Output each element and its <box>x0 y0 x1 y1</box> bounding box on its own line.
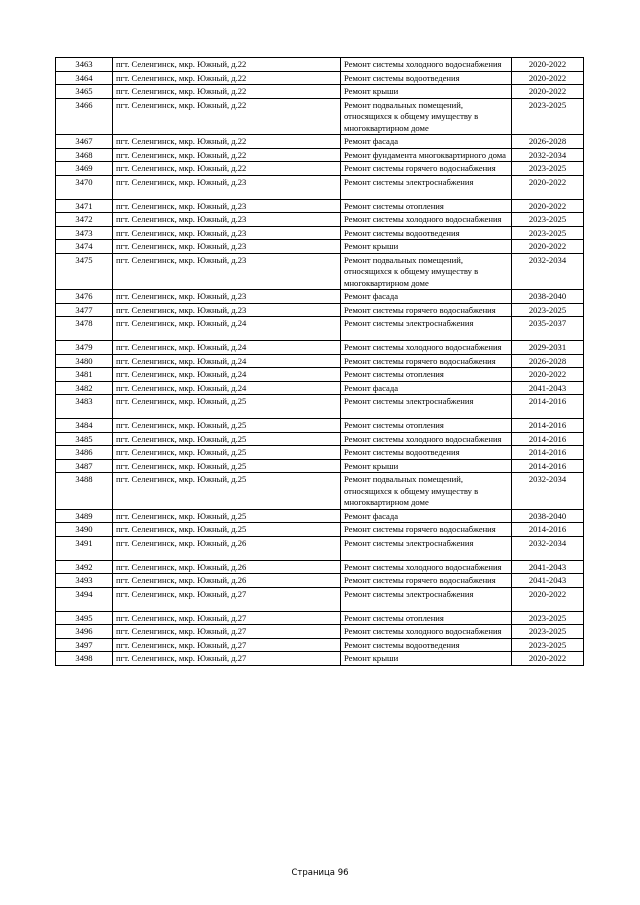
table-row <box>56 560 584 574</box>
address-cell: пгт. Селенгинск, мкр. Южный, д.23 <box>113 240 341 254</box>
address-cell: пгт. Селенгинск, мкр. Южный, д.25 <box>113 523 341 537</box>
row-number-cell: 3494 <box>56 587 113 611</box>
address-cell: пгт. Селенгинск, мкр. Южный, д.23 <box>113 175 341 199</box>
address-cell: пгт. Селенгинск, мкр. Южный, д.26 <box>113 560 341 574</box>
work-type-cell: Ремонт системы горячего водоснабжения <box>341 354 512 368</box>
period-cell: 2041-2043 <box>512 560 584 574</box>
period-cell: 2014-2016 <box>512 459 584 473</box>
address-cell: пгт. Селенгинск, мкр. Южный, д.24 <box>113 317 341 341</box>
period-cell: 2023-2025 <box>512 226 584 240</box>
address-cell: пгт. Селенгинск, мкр. Южный, д.27 <box>113 587 341 611</box>
period-cell: 2023-2025 <box>512 303 584 317</box>
work-type-cell: Ремонт системы электроснабжения <box>341 175 512 199</box>
period-cell: 2014-2016 <box>512 419 584 433</box>
address-cell: пгт. Селенгинск, мкр. Южный, д.22 <box>113 148 341 162</box>
address-cell: пгт. Селенгинск, мкр. Южный, д.26 <box>113 574 341 588</box>
table-row <box>56 303 584 317</box>
address-cell: пгт. Селенгинск, мкр. Южный, д.25 <box>113 473 341 510</box>
row-number-cell: 3478 <box>56 317 113 341</box>
address-cell: пгт. Селенгинск, мкр. Южный, д.24 <box>113 354 341 368</box>
row-number-cell: 3495 <box>56 611 113 625</box>
work-type-cell: Ремонт системы холодного водоснабжения <box>341 625 512 639</box>
address-cell: пгт. Селенгинск, мкр. Южный, д.27 <box>113 625 341 639</box>
row-number-cell: 3493 <box>56 574 113 588</box>
period-cell: 2023-2025 <box>512 638 584 652</box>
work-type-cell: Ремонт системы электроснабжения <box>341 395 512 419</box>
address-cell: пгт. Селенгинск, мкр. Южный, д.25 <box>113 432 341 446</box>
period-cell: 2020-2022 <box>512 652 584 666</box>
table-row <box>56 213 584 227</box>
period-cell: 2020-2022 <box>512 58 584 72</box>
row-number-cell: 3486 <box>56 446 113 460</box>
address-cell: пгт. Селенгинск, мкр. Южный, д.22 <box>113 58 341 72</box>
row-number-cell: 3482 <box>56 381 113 395</box>
work-type-cell: Ремонт системы холодного водоснабжения <box>341 58 512 72</box>
period-cell: 2041-2043 <box>512 574 584 588</box>
row-number-cell: 3476 <box>56 290 113 304</box>
table-row <box>56 587 584 611</box>
period-cell: 2020-2022 <box>512 71 584 85</box>
period-cell: 2029-2031 <box>512 341 584 355</box>
table-row <box>56 611 584 625</box>
table-row <box>56 419 584 433</box>
work-type-cell: Ремонт крыши <box>341 240 512 254</box>
table-row <box>56 536 584 560</box>
row-number-cell: 3465 <box>56 85 113 99</box>
work-type-cell: Ремонт системы отопления <box>341 611 512 625</box>
period-cell: 2020-2022 <box>512 240 584 254</box>
row-number-cell: 3490 <box>56 523 113 537</box>
work-type-cell: Ремонт фасада <box>341 290 512 304</box>
table-row <box>56 135 584 149</box>
table-row <box>56 432 584 446</box>
row-number-cell: 3466 <box>56 98 113 135</box>
work-type-cell: Ремонт системы холодного водоснабжения <box>341 560 512 574</box>
work-type-cell: Ремонт фасада <box>341 135 512 149</box>
table-row <box>56 98 584 135</box>
period-cell: 2026-2028 <box>512 354 584 368</box>
work-type-cell: Ремонт системы холодного водоснабжения <box>341 432 512 446</box>
row-number-cell: 3483 <box>56 395 113 419</box>
address-cell: пгт. Селенгинск, мкр. Южный, д.27 <box>113 652 341 666</box>
row-number-cell: 3484 <box>56 419 113 433</box>
work-type-cell: Ремонт системы горячего водоснабжения <box>341 574 512 588</box>
address-cell: пгт. Селенгинск, мкр. Южный, д.23 <box>113 290 341 304</box>
period-cell: 2038-2040 <box>512 290 584 304</box>
address-cell: пгт. Селенгинск, мкр. Южный, д.25 <box>113 419 341 433</box>
table-row <box>56 625 584 639</box>
row-number-cell: 3480 <box>56 354 113 368</box>
period-cell: 2023-2025 <box>512 625 584 639</box>
page-number: Страница 96 <box>291 868 349 878</box>
work-type-cell: Ремонт фасада <box>341 381 512 395</box>
table-row <box>56 290 584 304</box>
address-cell: пгт. Селенгинск, мкр. Южный, д.27 <box>113 638 341 652</box>
period-cell: 2023-2025 <box>512 162 584 176</box>
address-cell: пгт. Селенгинск, мкр. Южный, д.22 <box>113 162 341 176</box>
row-number-cell: 3464 <box>56 71 113 85</box>
period-cell: 2023-2025 <box>512 611 584 625</box>
table-row <box>56 381 584 395</box>
period-cell: 2023-2025 <box>512 98 584 135</box>
row-number-cell: 3463 <box>56 58 113 72</box>
address-cell: пгт. Селенгинск, мкр. Южный, д.23 <box>113 226 341 240</box>
table-row <box>56 509 584 523</box>
table-row <box>56 240 584 254</box>
work-type-cell: Ремонт системы водоотведения <box>341 446 512 460</box>
row-number-cell: 3489 <box>56 509 113 523</box>
table-row <box>56 368 584 382</box>
row-number-cell: 3474 <box>56 240 113 254</box>
address-cell: пгт. Селенгинск, мкр. Южный, д.25 <box>113 459 341 473</box>
address-cell: пгт. Селенгинск, мкр. Южный, д.23 <box>113 199 341 213</box>
work-type-cell: Ремонт системы электроснабжения <box>341 536 512 560</box>
work-type-cell: Ремонт крыши <box>341 459 512 473</box>
table-row <box>56 58 584 72</box>
row-number-cell: 3477 <box>56 303 113 317</box>
work-type-cell: Ремонт системы электроснабжения <box>341 317 512 341</box>
row-number-cell: 3472 <box>56 213 113 227</box>
period-cell: 2023-2025 <box>512 213 584 227</box>
table-row <box>56 638 584 652</box>
row-number-cell: 3471 <box>56 199 113 213</box>
address-cell: пгт. Селенгинск, мкр. Южный, д.22 <box>113 135 341 149</box>
period-cell: 2014-2016 <box>512 395 584 419</box>
page-footer <box>0 868 640 878</box>
table-row <box>56 71 584 85</box>
work-type-cell: Ремонт подвальных помещений, относящихся к общему имуществу в многоквартирном доме <box>341 253 512 290</box>
period-cell: 2020-2022 <box>512 199 584 213</box>
row-number-cell: 3475 <box>56 253 113 290</box>
work-type-cell: Ремонт системы водоотведения <box>341 71 512 85</box>
table-row <box>56 175 584 199</box>
row-number-cell: 3487 <box>56 459 113 473</box>
work-type-cell: Ремонт системы отопления <box>341 368 512 382</box>
address-cell: пгт. Селенгинск, мкр. Южный, д.23 <box>113 213 341 227</box>
address-cell: пгт. Селенгинск, мкр. Южный, д.22 <box>113 71 341 85</box>
row-number-cell: 3497 <box>56 638 113 652</box>
table-row <box>56 652 584 666</box>
table-row <box>56 459 584 473</box>
address-cell: пгт. Селенгинск, мкр. Южный, д.24 <box>113 341 341 355</box>
row-number-cell: 3492 <box>56 560 113 574</box>
table-row <box>56 226 584 240</box>
address-cell: пгт. Селенгинск, мкр. Южный, д.26 <box>113 536 341 560</box>
period-cell: 2020-2022 <box>512 85 584 99</box>
repair-schedule-table <box>55 57 584 666</box>
row-number-cell: 3491 <box>56 536 113 560</box>
table-row <box>56 473 584 510</box>
work-type-cell: Ремонт системы горячего водоснабжения <box>341 523 512 537</box>
work-type-cell: Ремонт системы горячего водоснабжения <box>341 162 512 176</box>
row-number-cell: 3467 <box>56 135 113 149</box>
row-number-cell: 3496 <box>56 625 113 639</box>
table-row <box>56 317 584 341</box>
address-cell: пгт. Селенгинск, мкр. Южный, д.25 <box>113 395 341 419</box>
period-cell: 2035-2037 <box>512 317 584 341</box>
work-type-cell: Ремонт системы холодного водоснабжения <box>341 213 512 227</box>
period-cell: 2020-2022 <box>512 368 584 382</box>
work-type-cell: Ремонт подвальных помещений, относящихся к общему имуществу в многоквартирном доме <box>341 98 512 135</box>
work-type-cell: Ремонт крыши <box>341 85 512 99</box>
table-row <box>56 253 584 290</box>
table-row <box>56 446 584 460</box>
period-cell: 2032-2034 <box>512 536 584 560</box>
work-type-cell: Ремонт системы отопления <box>341 199 512 213</box>
table-row <box>56 354 584 368</box>
address-cell: пгт. Селенгинск, мкр. Южный, д.22 <box>113 85 341 99</box>
table-row <box>56 574 584 588</box>
table-row <box>56 162 584 176</box>
period-cell: 2032-2034 <box>512 148 584 162</box>
row-number-cell: 3473 <box>56 226 113 240</box>
row-number-cell: 3485 <box>56 432 113 446</box>
table-row <box>56 148 584 162</box>
address-cell: пгт. Селенгинск, мкр. Южный, д.25 <box>113 446 341 460</box>
row-number-cell: 3498 <box>56 652 113 666</box>
work-type-cell: Ремонт фундамента многоквартирного дома <box>341 148 512 162</box>
period-cell: 2020-2022 <box>512 175 584 199</box>
period-cell: 2014-2016 <box>512 523 584 537</box>
work-type-cell: Ремонт системы водоотведения <box>341 638 512 652</box>
period-cell: 2041-2043 <box>512 381 584 395</box>
work-type-cell: Ремонт системы отопления <box>341 419 512 433</box>
address-cell: пгт. Селенгинск, мкр. Южный, д.22 <box>113 98 341 135</box>
table-row <box>56 341 584 355</box>
table-body <box>56 58 584 666</box>
table-row <box>56 523 584 537</box>
period-cell: 2014-2016 <box>512 432 584 446</box>
period-cell: 2026-2028 <box>512 135 584 149</box>
table-row <box>56 395 584 419</box>
address-cell: пгт. Селенгинск, мкр. Южный, д.24 <box>113 381 341 395</box>
period-cell: 2020-2022 <box>512 587 584 611</box>
row-number-cell: 3488 <box>56 473 113 510</box>
address-cell: пгт. Селенгинск, мкр. Южный, д.23 <box>113 253 341 290</box>
work-type-cell: Ремонт системы холодного водоснабжения <box>341 341 512 355</box>
table-row <box>56 85 584 99</box>
work-type-cell: Ремонт системы горячего водоснабжения <box>341 303 512 317</box>
work-type-cell: Ремонт фасада <box>341 509 512 523</box>
work-type-cell: Ремонт системы водоотведения <box>341 226 512 240</box>
address-cell: пгт. Селенгинск, мкр. Южный, д.25 <box>113 509 341 523</box>
row-number-cell: 3481 <box>56 368 113 382</box>
table-row <box>56 199 584 213</box>
row-number-cell: 3468 <box>56 148 113 162</box>
period-cell: 2014-2016 <box>512 446 584 460</box>
row-number-cell: 3469 <box>56 162 113 176</box>
address-cell: пгт. Селенгинск, мкр. Южный, д.23 <box>113 303 341 317</box>
address-cell: пгт. Селенгинск, мкр. Южный, д.27 <box>113 611 341 625</box>
row-number-cell: 3470 <box>56 175 113 199</box>
work-type-cell: Ремонт системы электроснабжения <box>341 587 512 611</box>
period-cell: 2032-2034 <box>512 253 584 290</box>
row-number-cell: 3479 <box>56 341 113 355</box>
work-type-cell: Ремонт подвальных помещений, относящихся к общему имуществу в многоквартирном доме <box>341 473 512 510</box>
address-cell: пгт. Селенгинск, мкр. Южный, д.24 <box>113 368 341 382</box>
period-cell: 2032-2034 <box>512 473 584 510</box>
period-cell: 2038-2040 <box>512 509 584 523</box>
work-type-cell: Ремонт крыши <box>341 652 512 666</box>
